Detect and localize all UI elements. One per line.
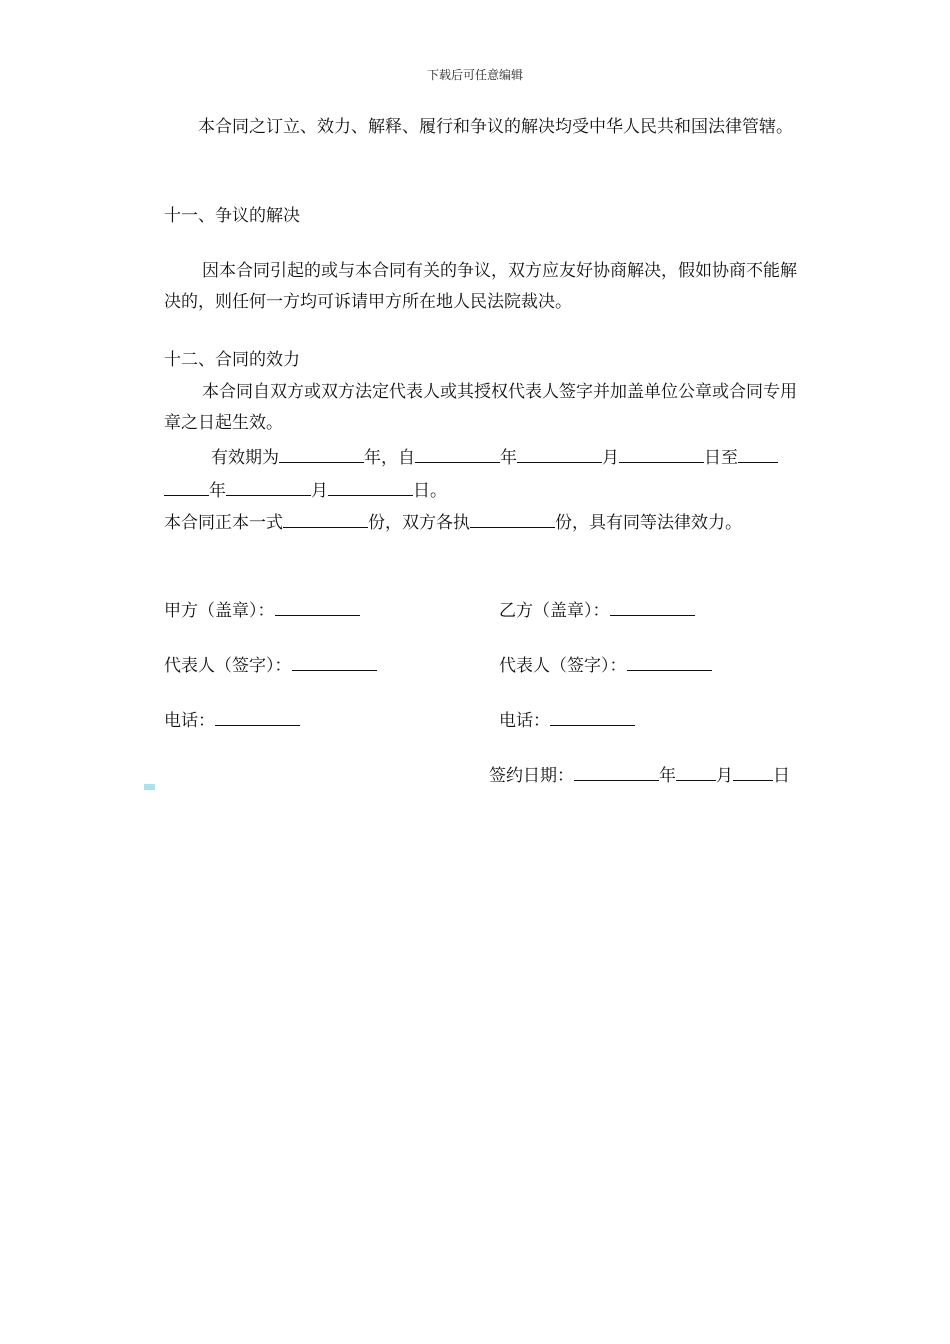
end-year-blank-part1[interactable] <box>738 446 778 463</box>
end-month-blank[interactable] <box>226 479 311 496</box>
copies-suffix: 份，具有同等法律效力。 <box>555 513 742 533</box>
phone-a-blank[interactable] <box>215 709 300 726</box>
phone-b-label: 电话： <box>499 711 550 731</box>
sign-date-month-blank[interactable] <box>676 764 716 781</box>
end-day-label: 日。 <box>413 481 447 501</box>
edit-marker <box>144 784 155 790</box>
copies-each-blank[interactable] <box>470 511 555 528</box>
sign-date-month-label: 月 <box>716 766 733 786</box>
party-a-seal-blank[interactable] <box>275 599 360 616</box>
section-11-title: 十一、争议的解决 <box>164 206 300 226</box>
rep-b-blank[interactable] <box>627 654 712 671</box>
section-12-title: 十二、合同的效力 <box>164 350 300 370</box>
party-b-seal-label: 乙方（盖章）： <box>499 601 610 621</box>
party-b-seal-line <box>499 598 695 624</box>
sign-date-year-label: 年 <box>659 766 676 786</box>
sign-date-label: 签约日期： <box>489 766 574 786</box>
start-month-blank[interactable] <box>517 446 602 463</box>
party-a-seal-label: 甲方（盖章）： <box>164 601 275 621</box>
validity-years-blank[interactable] <box>279 446 364 463</box>
validity-line-2 <box>164 478 447 504</box>
end-month-label: 月 <box>311 481 328 501</box>
copies-prefix: 本合同正本一式 <box>164 513 283 533</box>
phone-b-blank[interactable] <box>550 709 635 726</box>
copies-mid: 份，双方各执 <box>368 513 470 533</box>
header-note: 下载后可任意编辑 <box>426 68 523 82</box>
sign-date-day-label: 日 <box>773 766 790 786</box>
rep-a-line <box>164 653 377 679</box>
start-month-label: 月 <box>602 448 619 468</box>
copies-total-blank[interactable] <box>283 511 368 528</box>
validity-line-1 <box>211 445 778 471</box>
start-year-blank[interactable] <box>415 446 500 463</box>
paragraph-governing-law: 本合同之订立、效力、解释、履行和争议的解决均受中华人民共和国法律管辖。 <box>198 117 793 137</box>
paragraph-dispute: 因本合同引起的或与本合同有关的争议，双方应友好协商解决，假如协商不能解决的，则任何一方均可诉请甲方所在地人民法院裁决。 <box>164 261 797 312</box>
phone-a-label: 电话： <box>164 711 215 731</box>
sign-date-day-blank[interactable] <box>733 764 773 781</box>
phone-a-line <box>164 708 300 734</box>
end-year-blank-part2[interactable] <box>164 479 209 496</box>
sign-date-year-blank[interactable] <box>574 764 659 781</box>
end-day-blank[interactable] <box>328 479 413 496</box>
validity-day-to: 日至 <box>704 448 738 468</box>
start-day-blank[interactable] <box>619 446 704 463</box>
paragraph-effect: 本合同自双方或双方法定代表人或其授权代表人签字并加盖单位公章或合同专用章之日起生效。 <box>164 382 797 433</box>
party-b-seal-blank[interactable] <box>610 599 695 616</box>
rep-a-label: 代表人（签字）： <box>164 656 292 676</box>
rep-b-line <box>499 653 712 679</box>
party-a-seal-line <box>164 598 360 624</box>
validity-prefix: 有效期为 <box>211 448 279 468</box>
copies-line <box>164 510 742 536</box>
sign-date-line <box>489 763 790 789</box>
rep-b-label: 代表人（签字）： <box>499 656 627 676</box>
phone-b-line <box>499 708 635 734</box>
rep-a-blank[interactable] <box>292 654 377 671</box>
start-year-label: 年 <box>500 448 517 468</box>
validity-year-from: 年，自 <box>364 448 415 468</box>
end-year-label: 年 <box>209 481 226 501</box>
